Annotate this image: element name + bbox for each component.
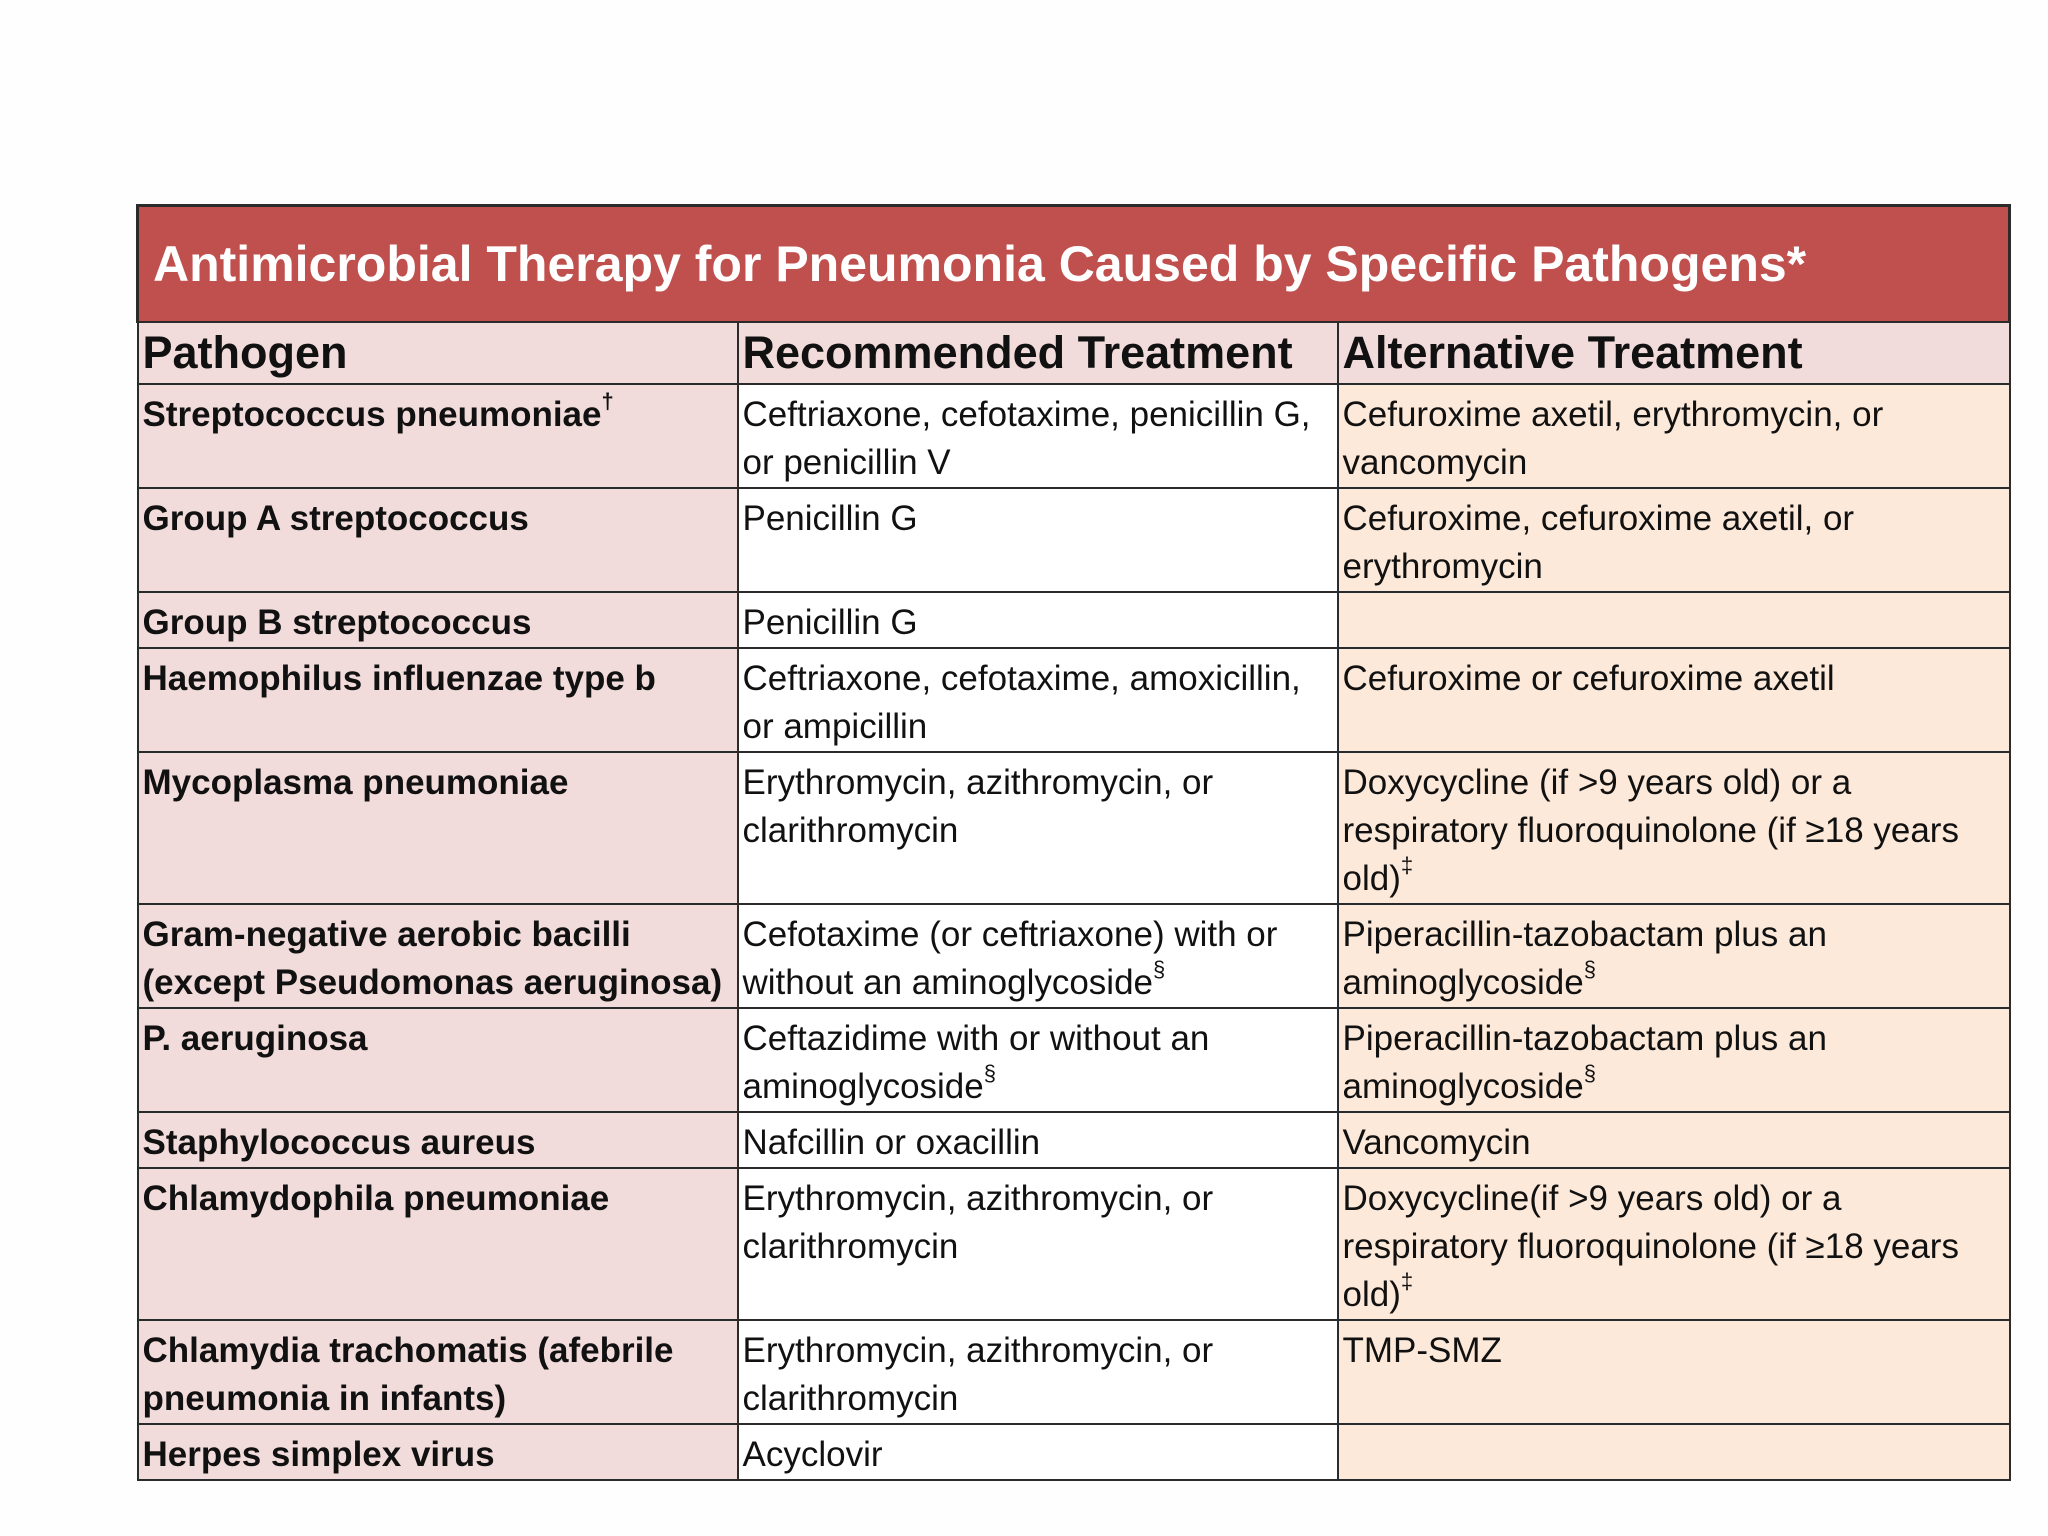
pathogen-cell	[138, 488, 738, 592]
column-header-alternative: Alternative Treatment	[1338, 322, 2010, 384]
alternative-cell	[1338, 648, 2010, 752]
footnote-mark: §	[1583, 956, 1596, 982]
recommended-cell	[738, 1168, 1338, 1320]
recommended-cell	[738, 648, 1338, 752]
pathogen-cell	[138, 1112, 738, 1168]
recommended-text: Ceftriaxone, cefotaxime, amoxicillin, or ampicillin	[742, 659, 1301, 746]
table-row	[138, 752, 2010, 904]
alternative-text: Doxycycline(if >9 years old) or a respiratory fluoroquinolone (if ≥18 years old)	[1342, 1179, 1959, 1314]
column-header-pathogen: Pathogen	[138, 322, 738, 384]
table-row	[138, 384, 2010, 488]
footnote-mark: ‡	[1400, 852, 1414, 878]
alternative-text: Cefuroxime axetil, erythromycin, or vancomycin	[1342, 395, 1884, 482]
table-title-row	[138, 206, 2010, 323]
column-header-row	[138, 322, 2010, 384]
pathogen-text: Chlamydia trachomatis (afebrile pneumonia in infants)	[142, 1331, 674, 1418]
table-row	[138, 1320, 2010, 1424]
alternative-cell	[1338, 752, 2010, 904]
pathogen-text: Mycoplasma pneumoniae	[142, 763, 569, 802]
recommended-text: Ceftriaxone, cefotaxime, penicillin G, or penicillin V	[742, 395, 1311, 482]
pathogen-text: Herpes simplex virus	[142, 1435, 495, 1474]
recommended-cell	[738, 1008, 1338, 1112]
alternative-text: Vancomycin	[1342, 1123, 1531, 1162]
recommended-cell	[738, 1424, 1338, 1480]
table-body	[138, 384, 2010, 1480]
alternative-cell	[1338, 384, 2010, 488]
pathogen-text: Haemophilus influenzae type b	[142, 659, 656, 698]
recommended-text: Erythromycin, azithromycin, or clarithromycin	[742, 1179, 1214, 1266]
footnote-mark: §	[1153, 956, 1166, 982]
table-row	[138, 904, 2010, 1008]
recommended-cell	[738, 384, 1338, 488]
footnote-mark: §	[983, 1060, 996, 1086]
table-title: Antimicrobial Therapy for Pneumonia Caused by Specific Pathogens*	[138, 206, 2010, 323]
alternative-cell	[1338, 488, 2010, 592]
pathogen-cell	[138, 1168, 738, 1320]
alternative-cell	[1338, 1168, 2010, 1320]
column-header-recommended: Recommended Treatment	[738, 322, 1338, 384]
pathogen-cell	[138, 1008, 738, 1112]
recommended-text: Penicillin G	[742, 603, 918, 642]
alternative-cell	[1338, 1008, 2010, 1112]
footnote-mark: †	[601, 388, 614, 414]
recommended-cell	[738, 592, 1338, 648]
alternative-text: Cefuroxime or cefuroxime axetil	[1342, 659, 1835, 698]
pathogen-cell	[138, 384, 738, 488]
alternative-cell	[1338, 1424, 2010, 1480]
table-row	[138, 1424, 2010, 1480]
footnote-mark: §	[1583, 1060, 1596, 1086]
recommended-text: Acyclovir	[742, 1435, 883, 1474]
pathogen-cell	[138, 752, 738, 904]
table-row	[138, 1008, 2010, 1112]
alternative-text: Piperacillin-tazobactam plus an aminoglycoside	[1342, 915, 1827, 1002]
recommended-cell	[738, 488, 1338, 592]
recommended-cell	[738, 904, 1338, 1008]
footnote-mark: ‡	[1400, 1268, 1414, 1294]
pathogen-text: Gram-negative aerobic bacilli (except Pseudomonas aeruginosa)	[142, 915, 723, 1002]
pathogen-text: Chlamydophila pneumoniae	[142, 1179, 610, 1218]
pathogen-text: Group B streptococcus	[142, 603, 532, 642]
alternative-text: Cefuroxime, cefuroxime axetil, or erythromycin	[1342, 499, 1855, 586]
alternative-cell	[1338, 904, 2010, 1008]
recommended-cell	[738, 1320, 1338, 1424]
alternative-text: Piperacillin-tazobactam plus an aminoglycoside	[1342, 1019, 1827, 1106]
alternative-cell	[1338, 1112, 2010, 1168]
pathogen-cell	[138, 592, 738, 648]
alternative-cell	[1338, 592, 2010, 648]
pathogen-text: Group A streptococcus	[142, 499, 529, 538]
pathogen-cell	[138, 1424, 738, 1480]
pathogen-text: Streptococcus pneumoniae	[142, 395, 602, 434]
alternative-cell	[1338, 1320, 2010, 1424]
pathogen-cell	[138, 648, 738, 752]
recommended-text: Cefotaxime (or ceftriaxone) with or without an aminoglycoside	[742, 915, 1278, 1002]
pathogen-cell	[138, 1320, 738, 1424]
recommended-cell	[738, 752, 1338, 904]
recommended-text: Erythromycin, azithromycin, or clarithromycin	[742, 763, 1214, 850]
pathogen-cell	[138, 904, 738, 1008]
table-row	[138, 1168, 2010, 1320]
alternative-text: Doxycycline (if >9 years old) or a respiratory fluoroquinolone (if ≥18 years old)	[1342, 763, 1959, 898]
recommended-text: Penicillin G	[742, 499, 918, 538]
table-row	[138, 592, 2010, 648]
pathogen-text: P. aeruginosa	[142, 1019, 368, 1058]
table-row	[138, 1112, 2010, 1168]
table-row	[138, 488, 2010, 592]
alternative-text: TMP-SMZ	[1342, 1331, 1502, 1370]
recommended-text: Erythromycin, azithromycin, or clarithromycin	[742, 1331, 1214, 1418]
therapy-table	[136, 204, 2011, 1481]
recommended-text: Ceftazidime with or without an aminoglycoside	[742, 1019, 1210, 1106]
pathogen-text: Staphylococcus aureus	[142, 1123, 536, 1162]
recommended-text: Nafcillin or oxacillin	[742, 1123, 1041, 1162]
table-row	[138, 648, 2010, 752]
recommended-cell	[738, 1112, 1338, 1168]
